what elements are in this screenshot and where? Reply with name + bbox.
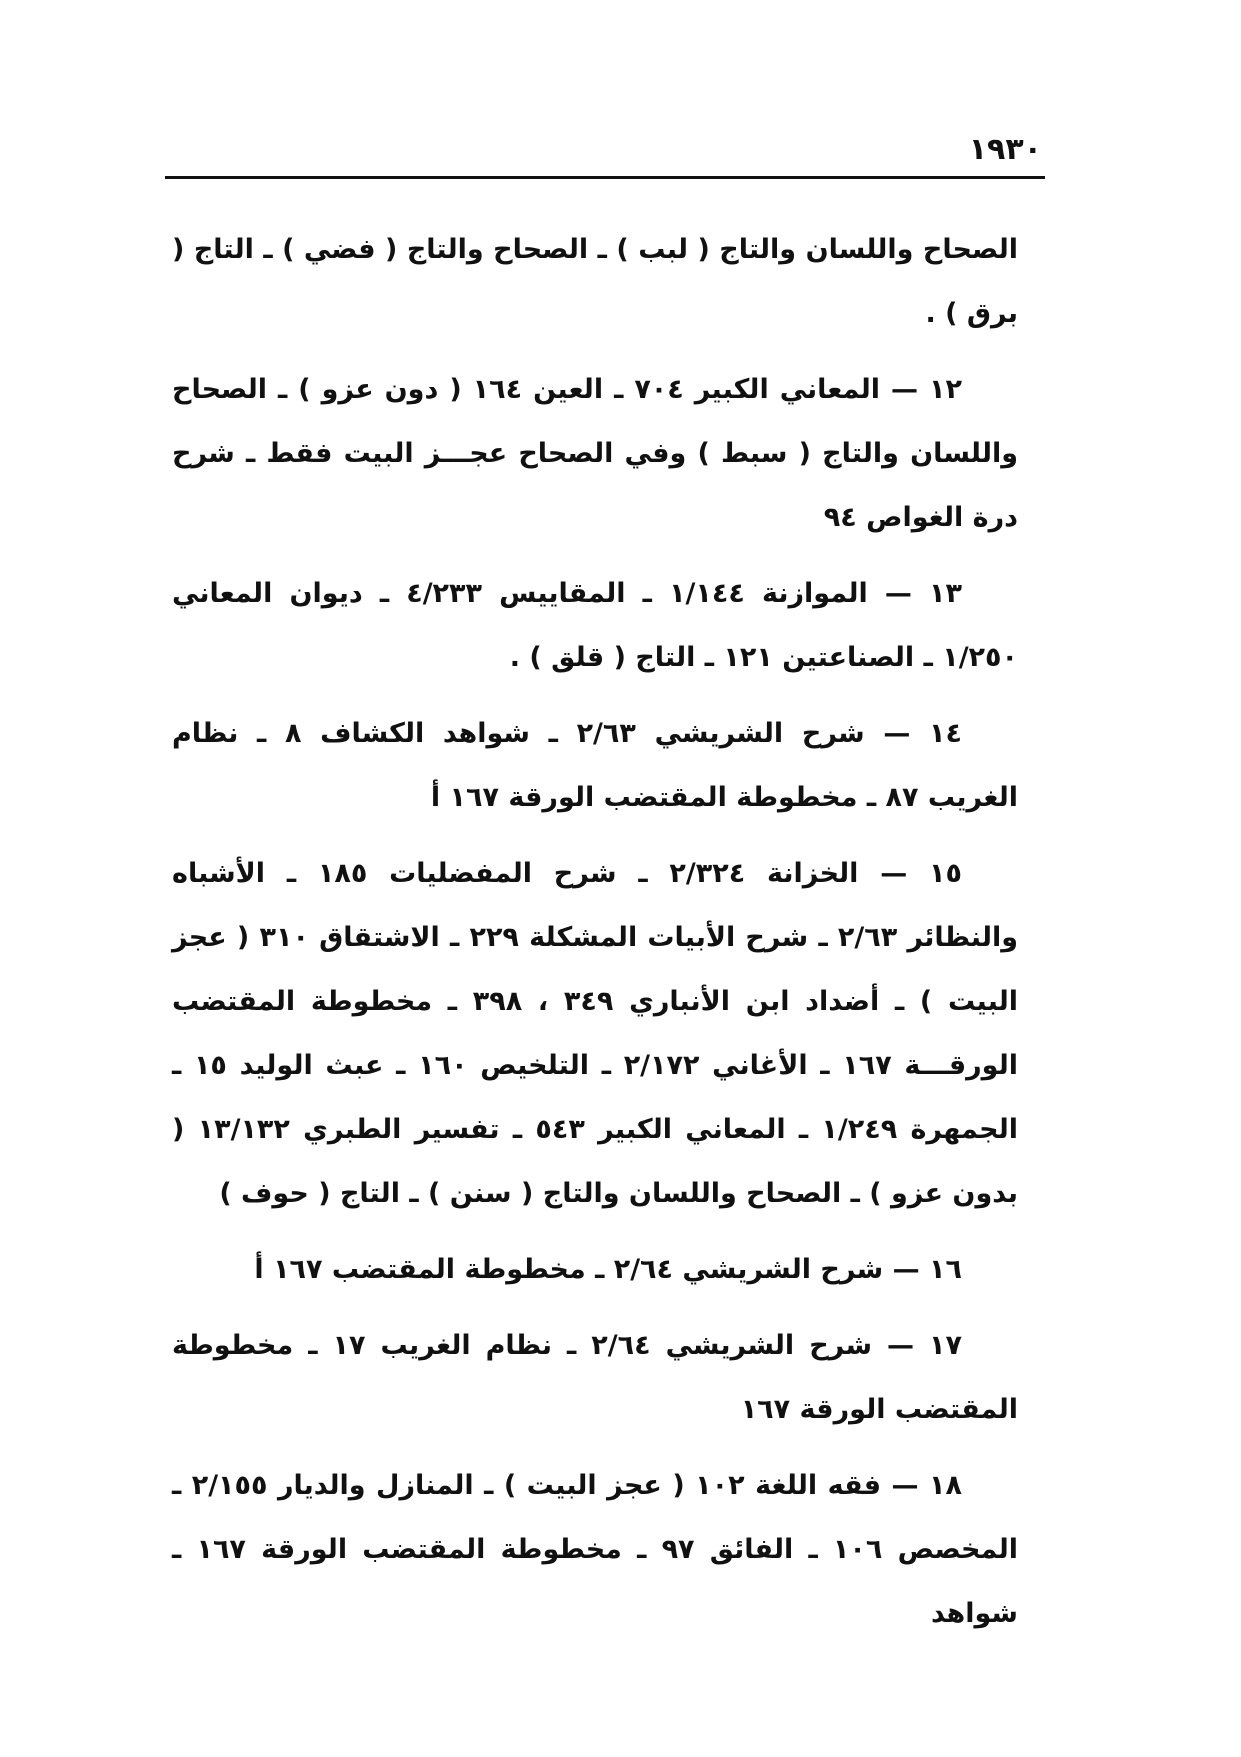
footnote-18: ١٨ — فقه اللغة ١٠٢ ( عجز البيت ) ـ المنازل والديار ٢/١٥٥ ـ المخصص ١٠٦ ـ الفائق ٩٧ ـ مخطوطة المقتضب الورقة ١٦٧ ـ شواهد (172, 1470, 1018, 1629)
footnote-16: ١٦ — شرح الشريشي ٢/٦٤ ـ مخطوطة المقتضب ١٦٧ أ (254, 1254, 962, 1285)
footnotes-body (172, 218, 1018, 1658)
footnote-14: ١٤ — شرح الشريشي ٢/٦٣ ـ شواهد الكشاف ٨ ـ نظام الغريب ٨٧ ـ مخطوطة المقتضب الورقة ١٦٧ أ (172, 718, 1018, 813)
footnote-13: ١٣ — الموازنة ١/١٤٤ ـ المقاييس ٤/٢٣٣ ـ ديوان المعاني ١/٢٥٠ ـ الصناعتين ١٢١ ـ التاج ( قلق ) . (172, 578, 1018, 673)
footnote-12: ١٢ — المعاني الكبير ٧٠٤ ـ العين ١٦٤ ( دون عزو ) ـ الصحاح واللسان والتاج ( سبط ) وفي الصحاح عجـــز البيت فقط ـ شرح درة الغواص ٩٤ (172, 374, 1018, 533)
footnote-15: ١٥ — الخزانة ٢/٣٢٤ ـ شرح المفضليات ١٨٥ ـ الأشباه والنظائر ٢/٦٣ ـ شرح الأبيات المشكلة ٢٢٩ ـ الاشتقاق ٣١٠ ( عجز البيت ) ـ أضداد ابن الأنباري ٣٤٩ ، ٣٩٨ ـ مخطوطة المقتضب الورقـــة ١٦٧ ـ الأغاني ٢/١٧٢ ـ التلخيص ١٦٠ ـ عبث الوليد ١٥ ـ الجمهرة ١/٢٤٩ ـ المعاني الكبير ٥٤٣ ـ تفسير الطبري ١٣/١٣٢ ( بدون عزو ) ـ الصحاح واللسان والتاج ( سنن ) ـ التاج ( حوف ) (172, 858, 1019, 1209)
footnote-continuation: الصحاح واللسان والتاج ( لبب ) ـ الصحاح والتاج ( فضي ) ـ التاج ( برق ) . (172, 234, 1018, 329)
page-number: ١٩٣٠ (968, 132, 1042, 167)
footnote-17: ١٧ — شرح الشريشي ٢/٦٤ ـ نظام الغريب ١٧ ـ مخطوطة المقتضب الورقة ١٦٧ (172, 1330, 1018, 1425)
header-rule (165, 176, 1045, 179)
